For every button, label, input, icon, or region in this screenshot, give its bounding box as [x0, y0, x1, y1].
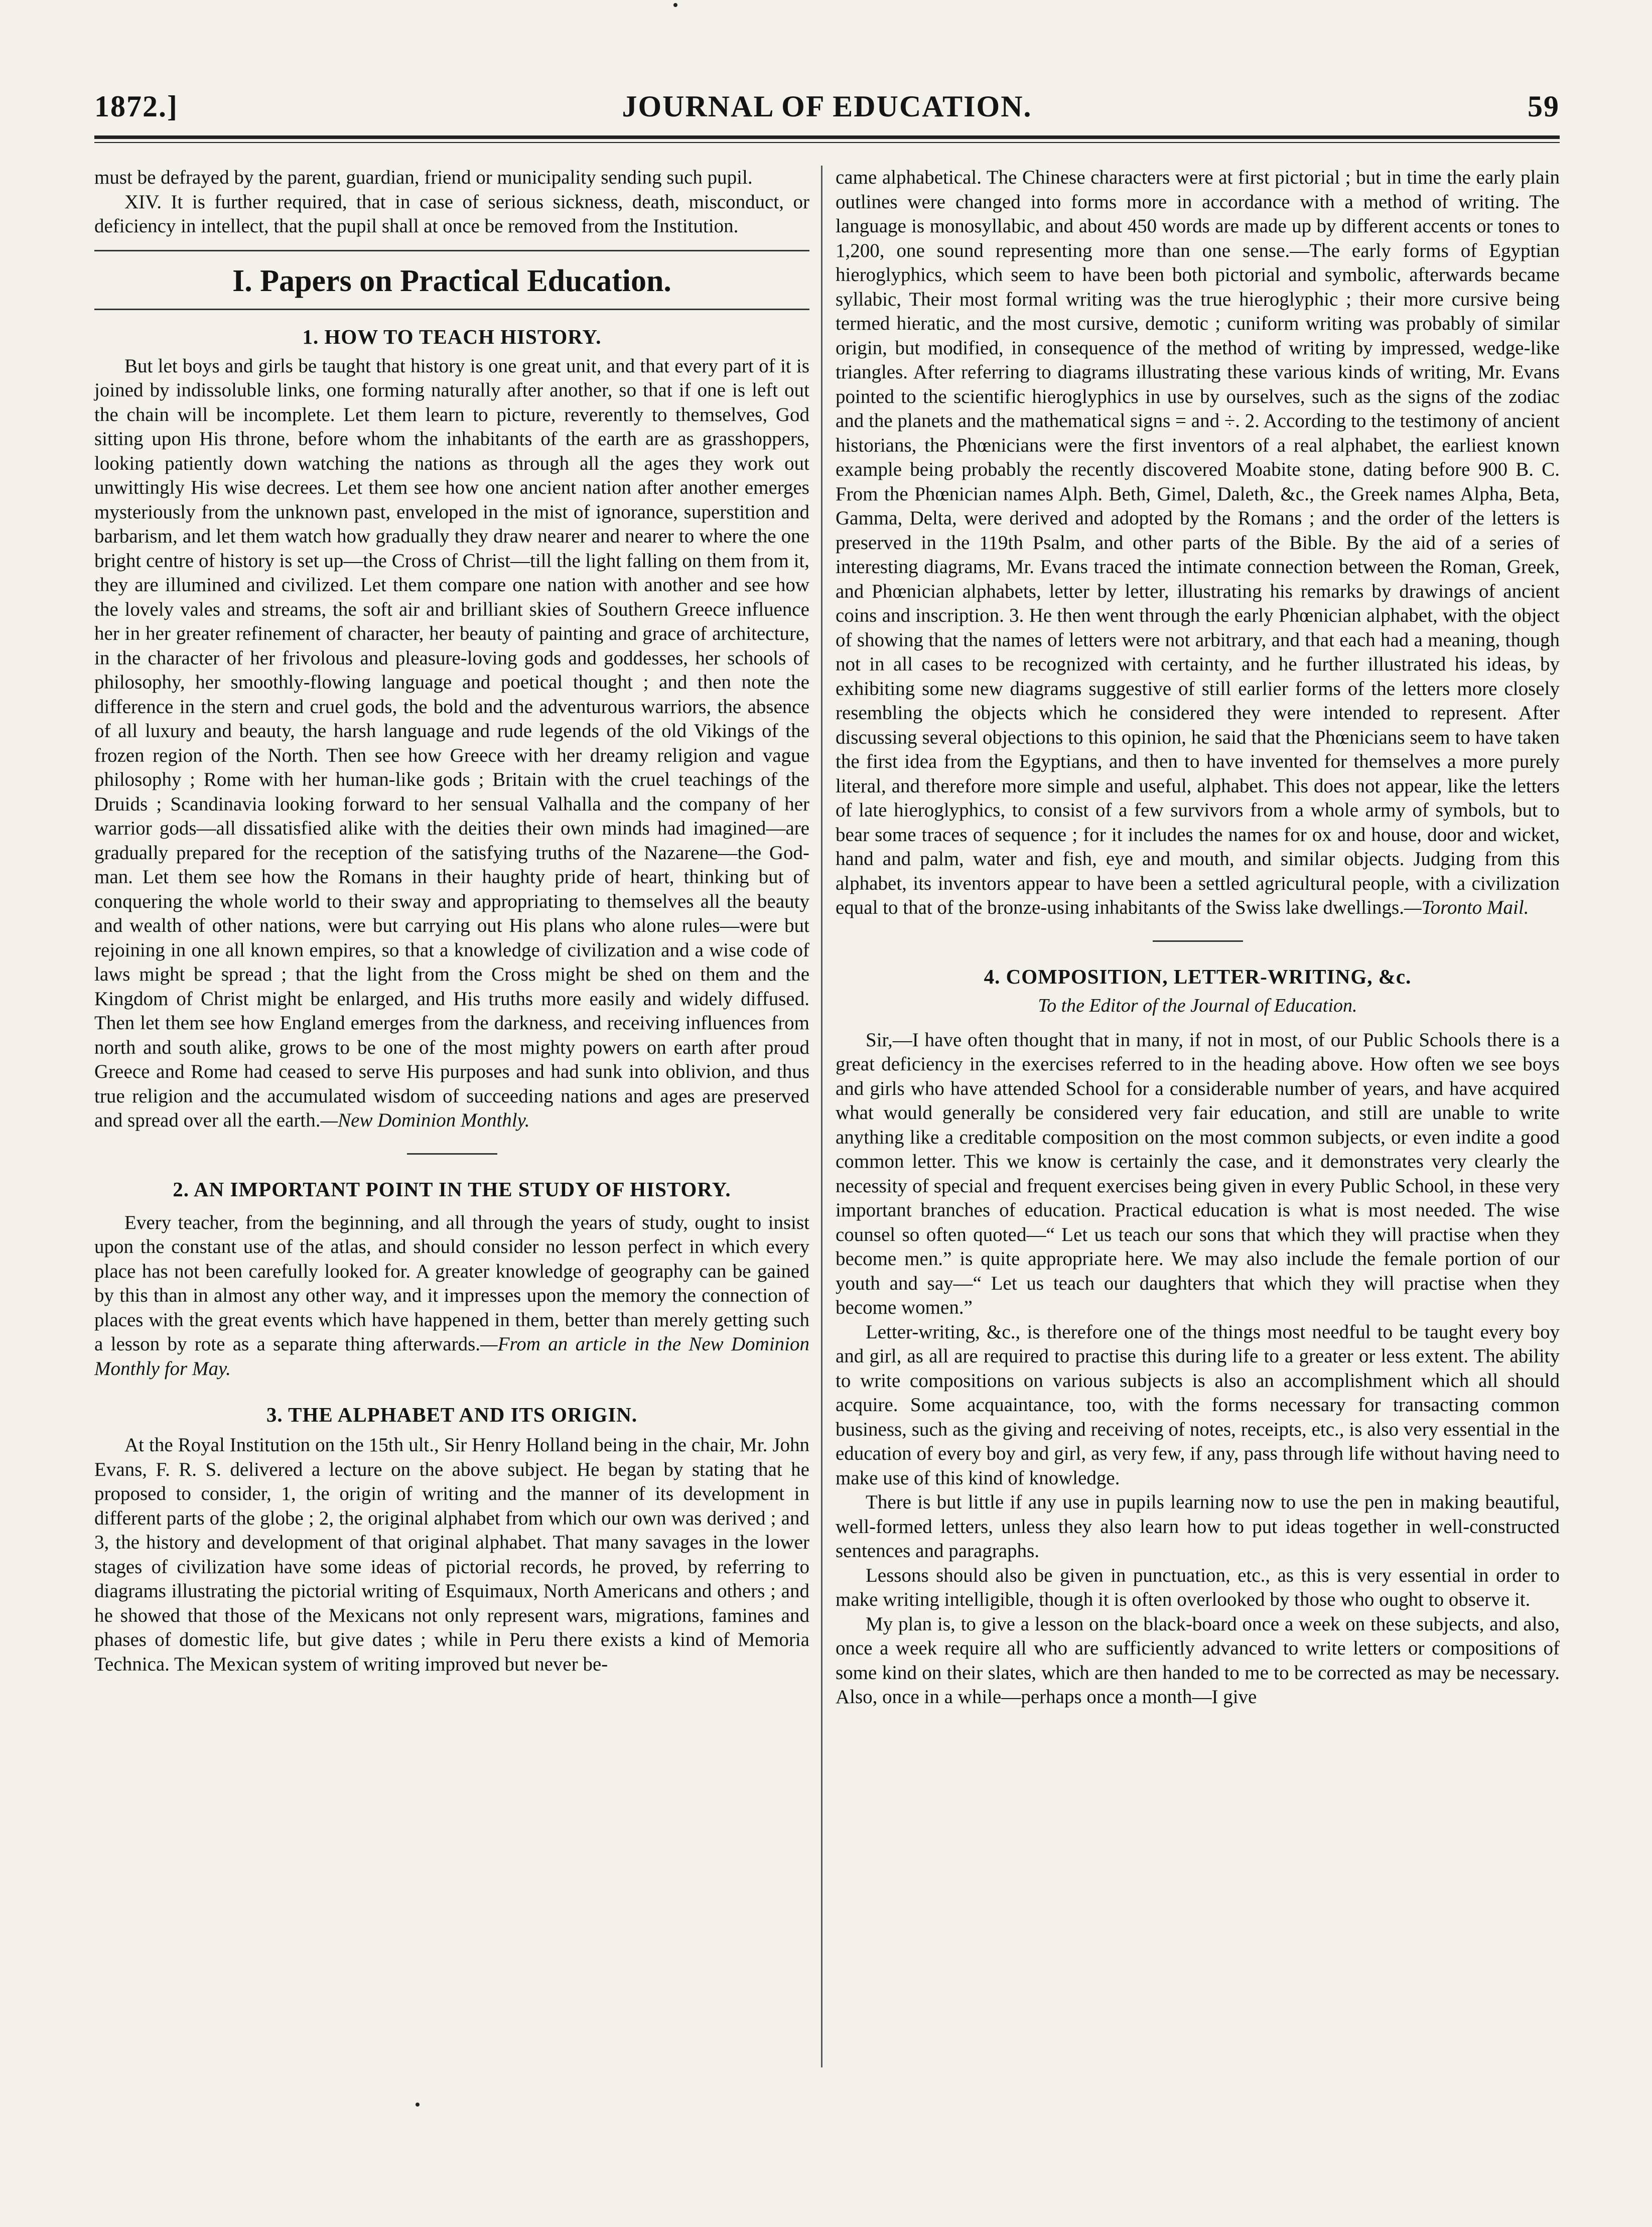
article-4-subheading: To the Editor of the Journal of Education.	[1038, 995, 1357, 1016]
letter-paragraph-3: There is but little if any use in pupils learning now to use the pen in making beautiful, well-formed letters, unless they also learn how to put ideas together in well-constructed sentences and paragraphs.	[836, 1491, 1560, 1562]
header-rule-thick	[94, 135, 1560, 139]
article-2-source: —From an article in the New Dominion Monthly for May.	[94, 1333, 809, 1379]
letter-paragraph-5: My plan is, to give a lesson on the black-board once a week on these subjects, and also, once a week require all who are sufficiently advanced to write letters or compositions of some kind on their slates, which are then handed to me to be corrected as may be necessary. Also, once in a while—perhaps once a month—I give	[836, 1613, 1560, 1708]
article-3-body-part1: At the Royal Institution on the 15th ult., Sir Henry Holland being in the chair, Mr. John Evans, F. R. S. delivered a lecture on the above subject. He began by stating that he proposed to consider, 1, the origin of writing and the manner of its development in different parts of the globe ; 2, the original alphabet from which our own was derived ; and 3, the history and development of that original alphabet. That many savages in the lower stages of civilization have some ideas of pictorial records, he proved, by referring to diagrams illustrating the pictorial writing of Esquimaux, North Americans and others ; and he showed that those of the Mexicans not only represent wars, migrations, famines and phases of domestic life, but give dates ; while in Peru there exists a kind of Memoria Technica. The Mexican system of writing improved but never be-	[94, 1434, 809, 1675]
letter-paragraph-4: Lessons should also be given in punctuation, etc., as this is very essential in order to make writing intelligible, though it is often overlooked by those who ought to observe it.	[836, 1564, 1560, 1610]
article-separator	[1153, 940, 1243, 942]
letter-paragraph-2: Letter-writing, &c., is therefore one of the things most needful to be taught every boy and girl, as all are required to practise this during life to a greater or less extent. The ability to write compositions on various subjects is also an accomplishment which all should acquire. Some acquaintance, too, with the forms necessary for transacting common business, such as the giving and receiving of notes, receipts, etc., is also very essential in the education of every boy and girl, as very few, if any, pass through life without having need to make use of this kind of knowledge.	[836, 1321, 1560, 1489]
running-head	[94, 89, 1560, 134]
section-rule-top	[94, 250, 809, 251]
header-rule-thin	[94, 142, 1560, 143]
top-ink-mark	[673, 3, 677, 7]
article-3-continued-text: came alphabetical. The Chinese characters were at first pictorial ; but in time the early plain outlines were changed into forms more in accordance with a method of writing. The language is monosyllabic, and about 450 words are made up by different accents or tones to 1,200, one sound representing more than one sense.—The early forms of Egyptian hieroglyphics, which seem to have been both pictorial and symbolic, afterwards became syllabic, Their most formal writing was the true hieroglyphic ; their more cursive being termed hieratic, and the most cursive, demotic ; cuniform writing was probably of similar origin, but modified, in consequence of the method of writing by impressed, wedge-like triangles. After referring to diagrams illustrating these various kinds of writing, Mr. Evans pointed to the scientific hieroglyphics in use by ourselves, such as the signs of the zodiac and the planets and the mathematical signs = and ÷. 2. According to the testimony of ancient historians, the Phœnicians were the first inventors of a real alphabet, the earliest known example being probably the recently discovered Moabite stone, dating before 900 B. C. From the Phœnician names Alph. Beth, Gimel, Daleth, &c., the Greek names Alpha, Beta, Gamma, Delta, were derived and adopted by the Romans ; and the order of the letters is preserved in the 119th Psalm, and other parts of the Bible. By the aid of a series of interesting diagrams, Mr. Evans traced the intimate connection between the Roman, Greek, and Phœnician alphabets, letter by letter, illustrating his remarks by drawings of ancient coins and inscription. 3. He then went through the early Phœnician alphabet, with the object of showing that the names of letters were not arbitrary, and that each had a meaning, though not in all cases to be recognized with certainty, and he further illustrated his ideas, by exhibiting some new diagrams suggestive of still earlier forms of the letters more closely resembling the objects which he considered they were intended to represent. After discussing several objections to this opinion, he said that the Phœnicians seem to have taken the first idea from the Egyptians, and then to have invented for themselves a more purely literal, and therefore more simple and useful, alphabet. This does not appear, like the letters of late hieroglyphics, to consist of a few survivors from a whole army of symbols, but to bear some traces of sequence ; for it includes the names for ox and house, door and wicket, hand and palm, water and fish, eye and mouth, and similar objects. Judging from this alphabet, its inventors appear to have been a settled agricultural people, with a civilization equal to that of the bronze-using inhabitants of the Swiss lake dwellings.	[836, 167, 1560, 918]
article-3-heading: 3. THE ALPHABET AND ITS ORIGIN.	[266, 1403, 638, 1426]
article-1-text: But let boys and girls be taught that history is one great unit, and that every part of it is joined by indissoluble links, one forming naturally after another, so that if one is left out the chain will be incomplete. Let them learn to picture, reverently to themselves, God sitting upon His throne, before whom the inhabitants of the earth are as grasshoppers, looking patiently down watching the nations as through all the ages they work out unwittingly His wise decrees. Let them see how one ancient nation after another emerges mysteriously from the unknown past, enveloped in the mist of ignorance, superstition and barbarism, and let them watch how gradually they draw nearer and nearer to where the one bright centre of history is set up—the Cross of Christ—till the light falling on them from it, they are illumined and civilized. Let them compare one nation with another and see how the lovely vales and streams, the soft air and brilliant skies of Southern Greece influence her in her greater refinement of character, her beauty of painting and grace of architecture, in the character of her frivolous and pleasure-loving gods and goddesses, her schools of philosophy, her smoothly-flowing language and poetical thought ; and then note the difference in the stern and cruel gods, the bold and the adventurous warriors, the absence of all luxury and beauty, the harsh language and rude legends of the old Vikings of the frozen region of the North. Then see how Greece with her dreamy religion and vague philosophy ; Rome with her human-like gods ; Britain with the cruel teachings of the Druids ; Scandinavia looking forward to her sensual Valhalla and the company of her warrior gods—all dissatisfied alike with the deities their own minds had imagined—are gradually prepared for the reception of the satisfying truths of the Nazarene—the God-man. Let them see how the Romans in their haughty pride of heart, thinking but of conquering the whole world to their sway and appropriating to themselves all the beauty and wealth of other nations, were but carrying out His plans who alone rules—were but rejoining in one all known empires, so that a knowledge of civilization and a wise code of laws might be spread ; that the light from the Cross might be shed on them and the Kingdom of Christ might be enlarged, and His truths more easily and widely diffused. Then let them see how England emerges from the darkness, and receiving influences from north and south alike, grows to be one of the most mighty powers on earth after proud Greece and Rome had ceased to serve His purposes and had sunk into oblivion, and thus true religion and the accumulated wisdom of succeeding nations and ages are preserved and spread over all the earth.	[94, 355, 809, 1131]
article-1-body	[94, 354, 809, 1133]
article-3-source: —Toronto Mail.	[1404, 897, 1529, 918]
article-2-body	[94, 1211, 809, 1381]
clause-xiv: XIV. It is further required, that in case of serious sickness, death, misconduct, or deficiency in intellect, that the pupil shall at once be removed from the Institution.	[94, 191, 809, 237]
letter-paragraph-1: Sir,—I have often thought that in many, if not in most, of our Public Schools there is a great deficiency in the exercises referred to in the heading above. How often we see boys and girls who have attended School for a considerable number of years, and have acquired what would generally be considered very fair education, and still are unable to write anything like a creditable composition on the most common subjects, or even indite a good common letter. This we know is certainly the case, and it demonstrates very clearly the necessity of special and frequent exercises being given in every Public School, in these very important branches of education. Practical education is what is most needed. The wise counsel so often quoted—“ Let us teach our sons that which they will practise when they become men.” is quite appropriate here. We may also include the female portion of our youth and say—“ Let us teach our daughters that which they will practise when they become women.”	[836, 1029, 1560, 1318]
bottom-ink-mark	[416, 2103, 420, 2107]
article-2-heading: 2. AN IMPORTANT POINT IN THE STUDY OF HISTORY.	[173, 1177, 731, 1201]
column-divider	[821, 166, 822, 2067]
page-number: 59	[1528, 90, 1560, 123]
issue-year: 1872.]	[94, 90, 178, 123]
article-3-body-part2	[836, 166, 1560, 920]
article-1-source: —New Dominion Monthly.	[320, 1109, 530, 1131]
article-1-heading: 1. HOW TO TEACH HISTORY.	[302, 325, 602, 348]
article-4-heading: 4. COMPOSITION, LETTER-WRITING, &c.	[984, 964, 1412, 988]
section-rule-bottom	[94, 309, 809, 310]
journal-title: JOURNAL OF EDUCATION.	[622, 90, 1032, 123]
article-separator	[407, 1153, 497, 1155]
left-column	[94, 166, 809, 1677]
section-title: I. Papers on Practical Education.	[232, 263, 671, 298]
article-2-text: Every teacher, from the beginning, and all through the years of study, ought to insist upon the constant use of the atlas, and should consider no lesson perfect in which every place has not been carefully looked for. A greater knowledge of geography can be gained by this than in almost any other way, and it impresses upon the memory the connection of places with the great events which have happened in them, better than merely getting such a lesson by rote as a separate thing afterwards.	[94, 1211, 809, 1355]
continuation-paragraph: must be defrayed by the parent, guardian, friend or municipality sending such pupil.	[94, 167, 753, 188]
right-column	[836, 166, 1560, 1710]
